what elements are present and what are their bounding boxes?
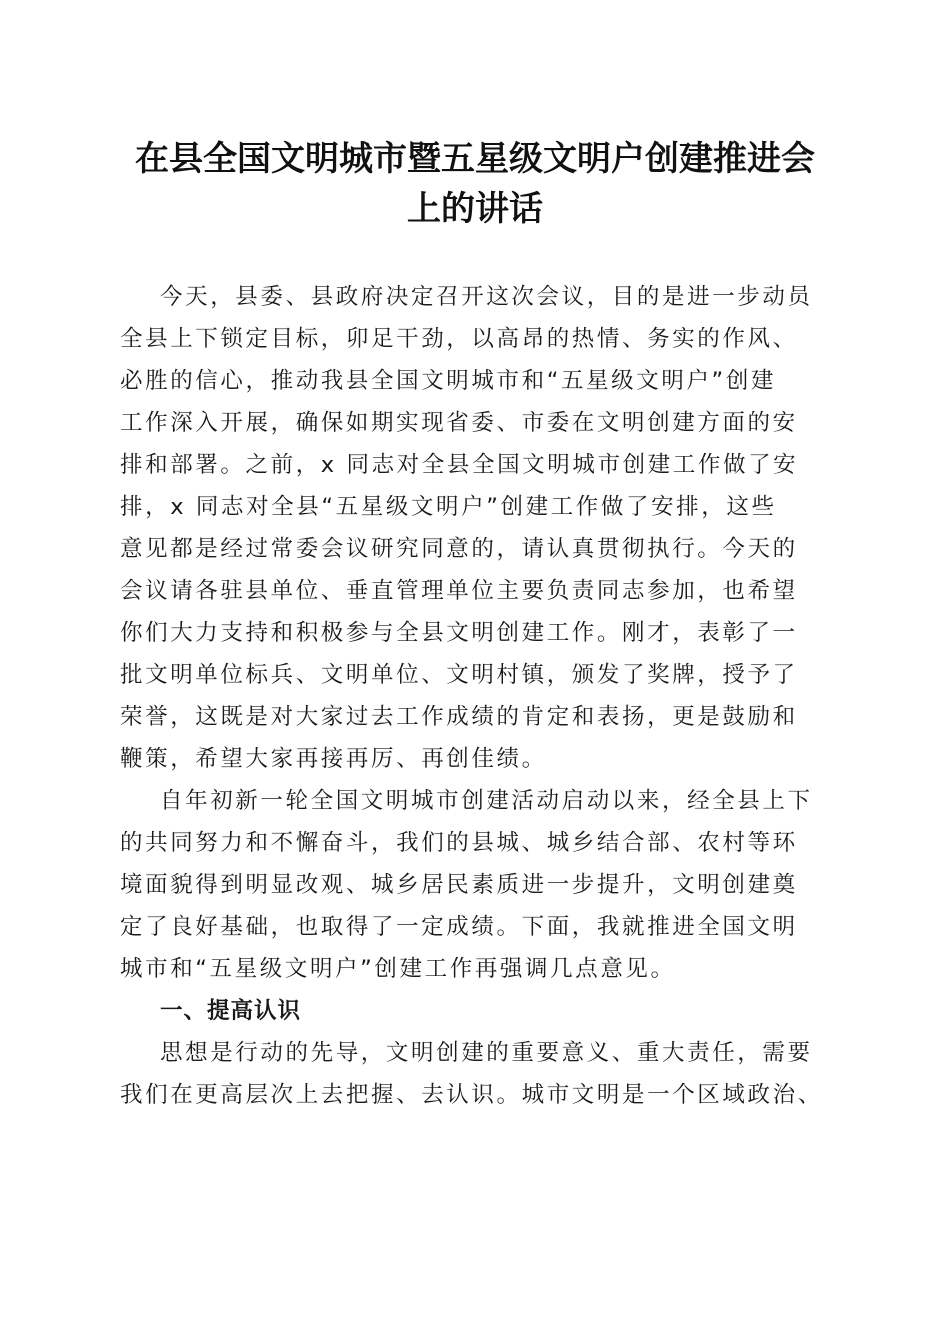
text-line: 必胜的信心，推动我县全国文明城市和“五星级文明户”创建 [120,368,777,394]
title-line: 上的讲话 [407,189,543,229]
text-line: 的共同努力和不懈奋斗，我们的县城、城乡结合部、农村等环 [120,830,798,856]
paragraph-1 [120,276,832,780]
text-line: 会议请各驻县单位、垂直管理单位主要负责同志参加，也希望 [120,578,798,604]
text-line: 你们大力支持和积极参与全县文明创建工作。刚才，表彰了一 [120,620,798,646]
text-line: 意见都是经过常委会议研究同意的，请认真贯彻执行。今天的 [120,536,798,562]
text-line: 自年初新一轮全国文明城市创建活动启动以来，经全县上下 [160,788,813,814]
text-line: 定了良好基础，也取得了一定成绩。下面，我就推进全国文明 [120,914,798,940]
text-line: 荣誉，这既是对大家过去工作成绩的肯定和表扬，更是鼓励和 [120,704,798,730]
text-line: 鞭策，希望大家再接再厉、再创佳绩。 [120,746,547,772]
text-line: 今天，县委、县政府决定召开这次会议，目的是进一步动员 [160,284,813,310]
section-heading: 一、提高认识 [160,998,302,1024]
document-body [120,276,832,1116]
text-line: 工作深入开展，确保如期实现省委、市委在文明创建方面的安 [120,410,798,436]
text-line: 排，x 同志对全县“五星级文明户”创建工作做了安排，这些 [120,494,777,520]
text-line: 批文明单位标兵、文明单位、文明村镇，颁发了奖牌，授予了 [120,662,798,688]
paragraph-3 [120,1032,832,1116]
text-line: 我们在更高层次上去把握、去认识。城市文明是一个区域政治、 [120,1082,823,1108]
text-line: 排和部署。之前，x 同志对全县全国文明城市创建工作做了安 [120,452,799,478]
title-line: 在县全国文明城市暨五星级文明户创建推进会 [135,139,815,179]
text-line: 思想是行动的先导，文明创建的重要意义、重大责任，需要 [160,1040,813,1066]
document-title [100,134,850,234]
paragraph-2 [120,780,832,990]
text-line: 城市和“五星级文明户”创建工作再强调几点意见。 [120,956,676,982]
text-line: 全县上下锁定目标，卯足干劲，以高昂的热情、务实的作风、 [120,326,798,352]
text-line: 境面貌得到明显改观、城乡居民素质进一步提升，文明创建奠 [120,872,798,898]
